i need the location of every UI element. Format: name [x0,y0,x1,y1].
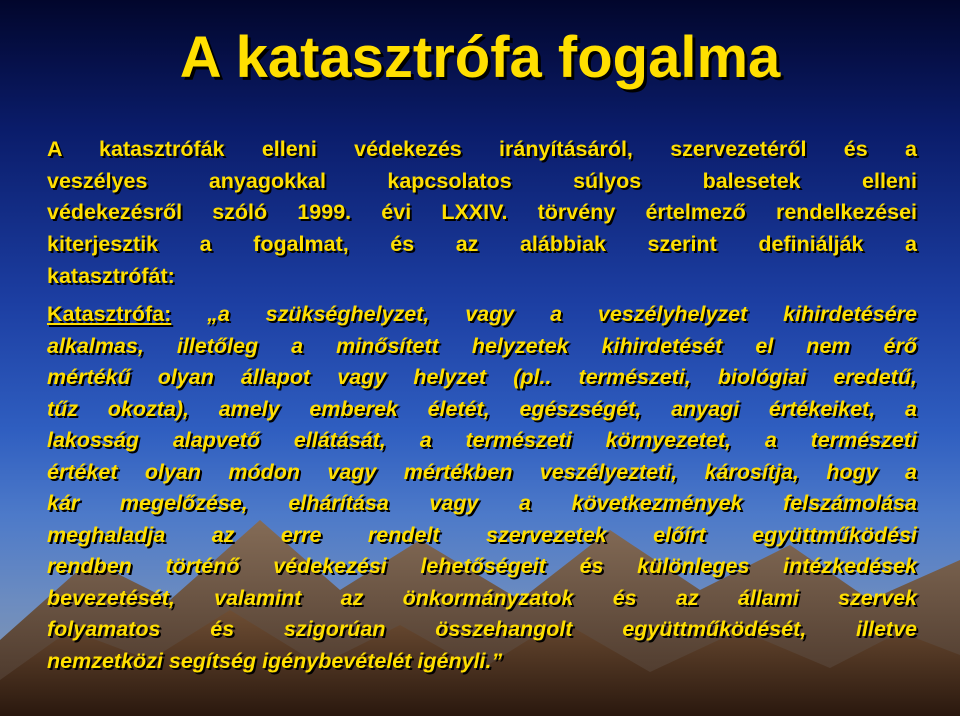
definition-line: kár megelőzése, elhárítása vagy a következmények felszámolása [47,491,917,515]
definition-line: értéket olyan módon vagy mértékben veszélyezteti, károsítja, hogy a [47,459,917,484]
definition-first-line [47,299,917,331]
intro-paragraph [47,134,917,293]
definition-line: tűz okozta), amely emberek életét, egészségét, anyagi értékeiket, a [47,396,917,421]
definition-paragraph [47,299,917,677]
definition-line: meghaladja az erre rendelt szervezetek előírt együttműködési [47,522,917,547]
page-title: A katasztrófa fogalma [179,25,781,90]
definition-line: lakosság alapvető ellátását, a természeti környezetet, a természeti [47,428,917,452]
definition-line: alkalmas, illetőleg a minősített helyzetek kihirdetését el nem érő [47,333,917,358]
intro-line: védekezésről szóló 1999. évi LXXIV. törvény értelmező rendelkezései [47,200,917,225]
definition-line: nemzetközi segítség igénybevételét igényli.” [47,648,503,673]
definition-line: mértékű olyan állapot vagy helyzet (pl.. természeti, biológiai eredetű, [47,365,917,389]
intro-line: A katasztrófák elleni védekezés irányításáról, szervezetéről és a [47,137,917,161]
intro-line: katasztrófát: [47,263,175,288]
intro-line: veszélyes anyagokkal kapcsolatos súlyos balesetek elleni [47,168,917,193]
definition-line: folyamatos és szigorúan összehangolt együttműködését, illetve [47,617,917,641]
intro-line: kiterjesztik a fogalmat, és az alábbiak szerint definiálják a [47,232,917,257]
definition-line: rendben történő védekezési lehetőségeit és különleges intézkedések [47,554,917,578]
definition-term: Katasztrófa: [47,302,172,326]
definition-line: „a szükséghelyzet, vagy a veszélyhelyzet kihirdetésére [171,302,917,326]
definition-line: bevezetését, valamint az önkormányzatok és az állami szervek [47,585,917,610]
